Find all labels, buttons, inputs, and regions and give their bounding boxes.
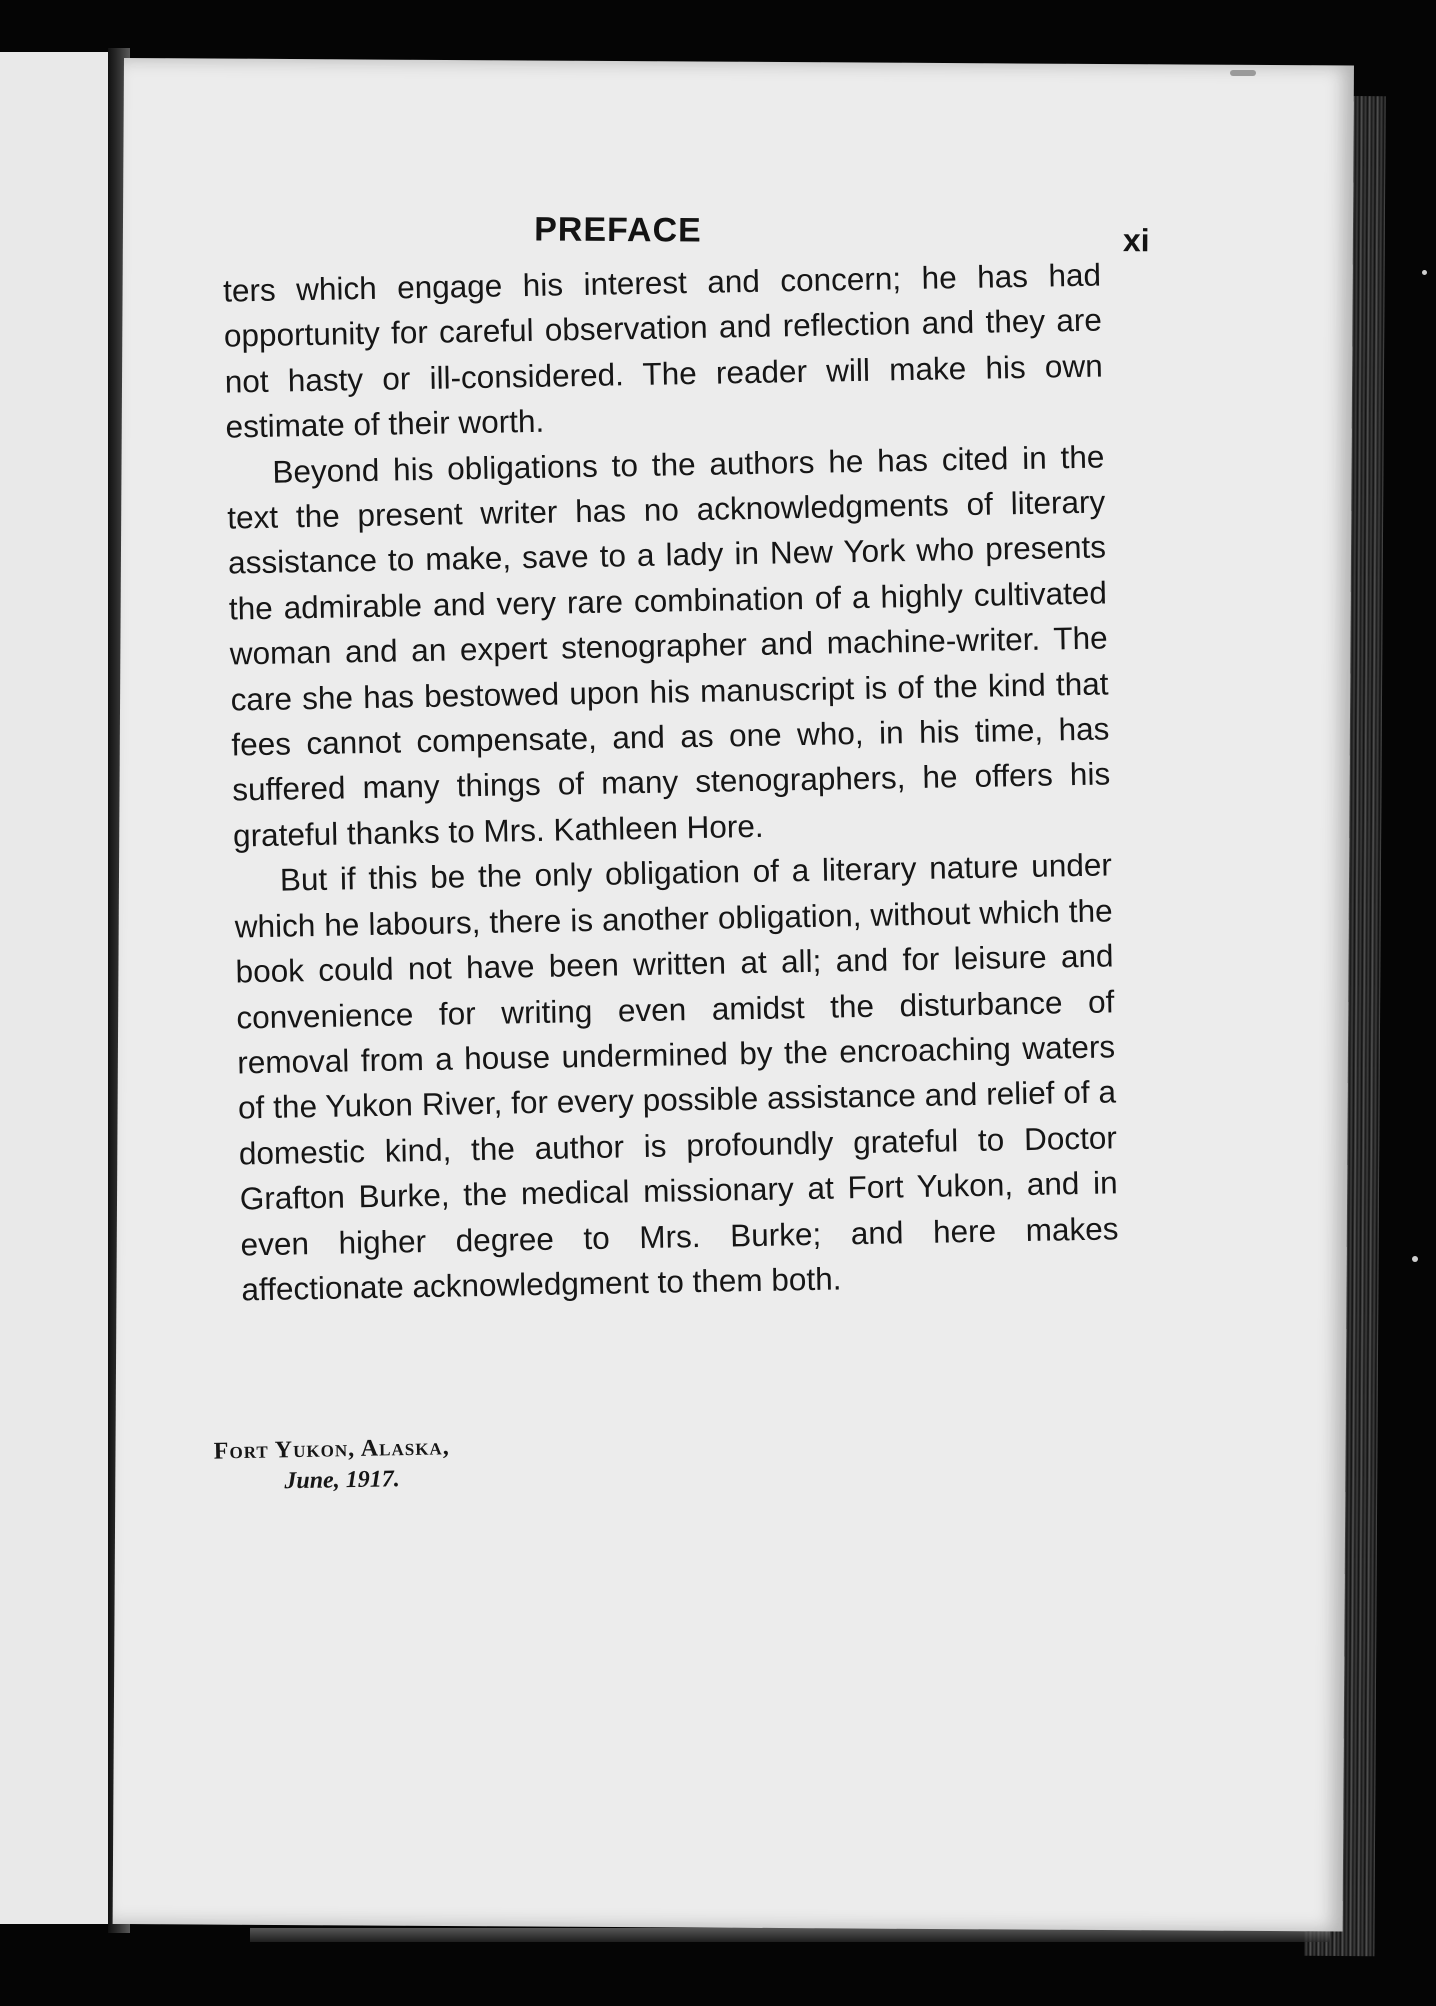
- scan-speck: [1230, 70, 1256, 76]
- paragraph-continuation: ters which engage his interest and concern; he has had opportunity for careful observation and reflection and they are not hasty or ill-considered. The reader will make his own estimate of their worth.: [222, 256, 1103, 445]
- scan-speck: [1422, 270, 1427, 275]
- scan-speck: [1412, 1256, 1418, 1262]
- facing-page-edge: [0, 52, 116, 1924]
- signoff-place: Fort Yukon, Alaska,: [213, 1434, 450, 1465]
- signoff-date: June, 1917.: [284, 1466, 400, 1495]
- book-page: [113, 58, 1354, 1931]
- signoff: [214, 1434, 451, 1496]
- preface-body: [223, 253, 1120, 1313]
- page-number: xi: [1122, 222, 1150, 259]
- running-head: PREFACE: [534, 210, 702, 250]
- paragraph-obligation: But if this be the only obligation of a literary nature under which he labours, there is another obligation, without which the book could not have been written at all; and for leisure and convenience for writing even amidst the disturbance of removal from a house undermined by the encroaching waters of the Yukon River, for every possible assistance and relief of a domestic kind, the author is profoundly grateful to Doctor Grafton Burke, the medical missionary at Fort Yukon, and in even higher degree to Mrs. Burke; and here makes affectionate acknowledgment to them both.: [234, 846, 1119, 1308]
- paragraph-acknowledgments: Beyond his obligations to the authors he has cited in the text the present writer has no acknowledgments of literary assistance to make, save to a lady in New York who presents the admirable and very rare combination of a highly cultivated woman and an expert stenographer and machine-writer. The care she has bestowed upon his manuscript is of the kind that fees cannot compensate, and as one who, in his time, has suffered many things of many stenographers, he offers his grateful thanks to Mrs. Kathleen Hore.: [226, 438, 1111, 854]
- page-header: [123, 208, 1353, 266]
